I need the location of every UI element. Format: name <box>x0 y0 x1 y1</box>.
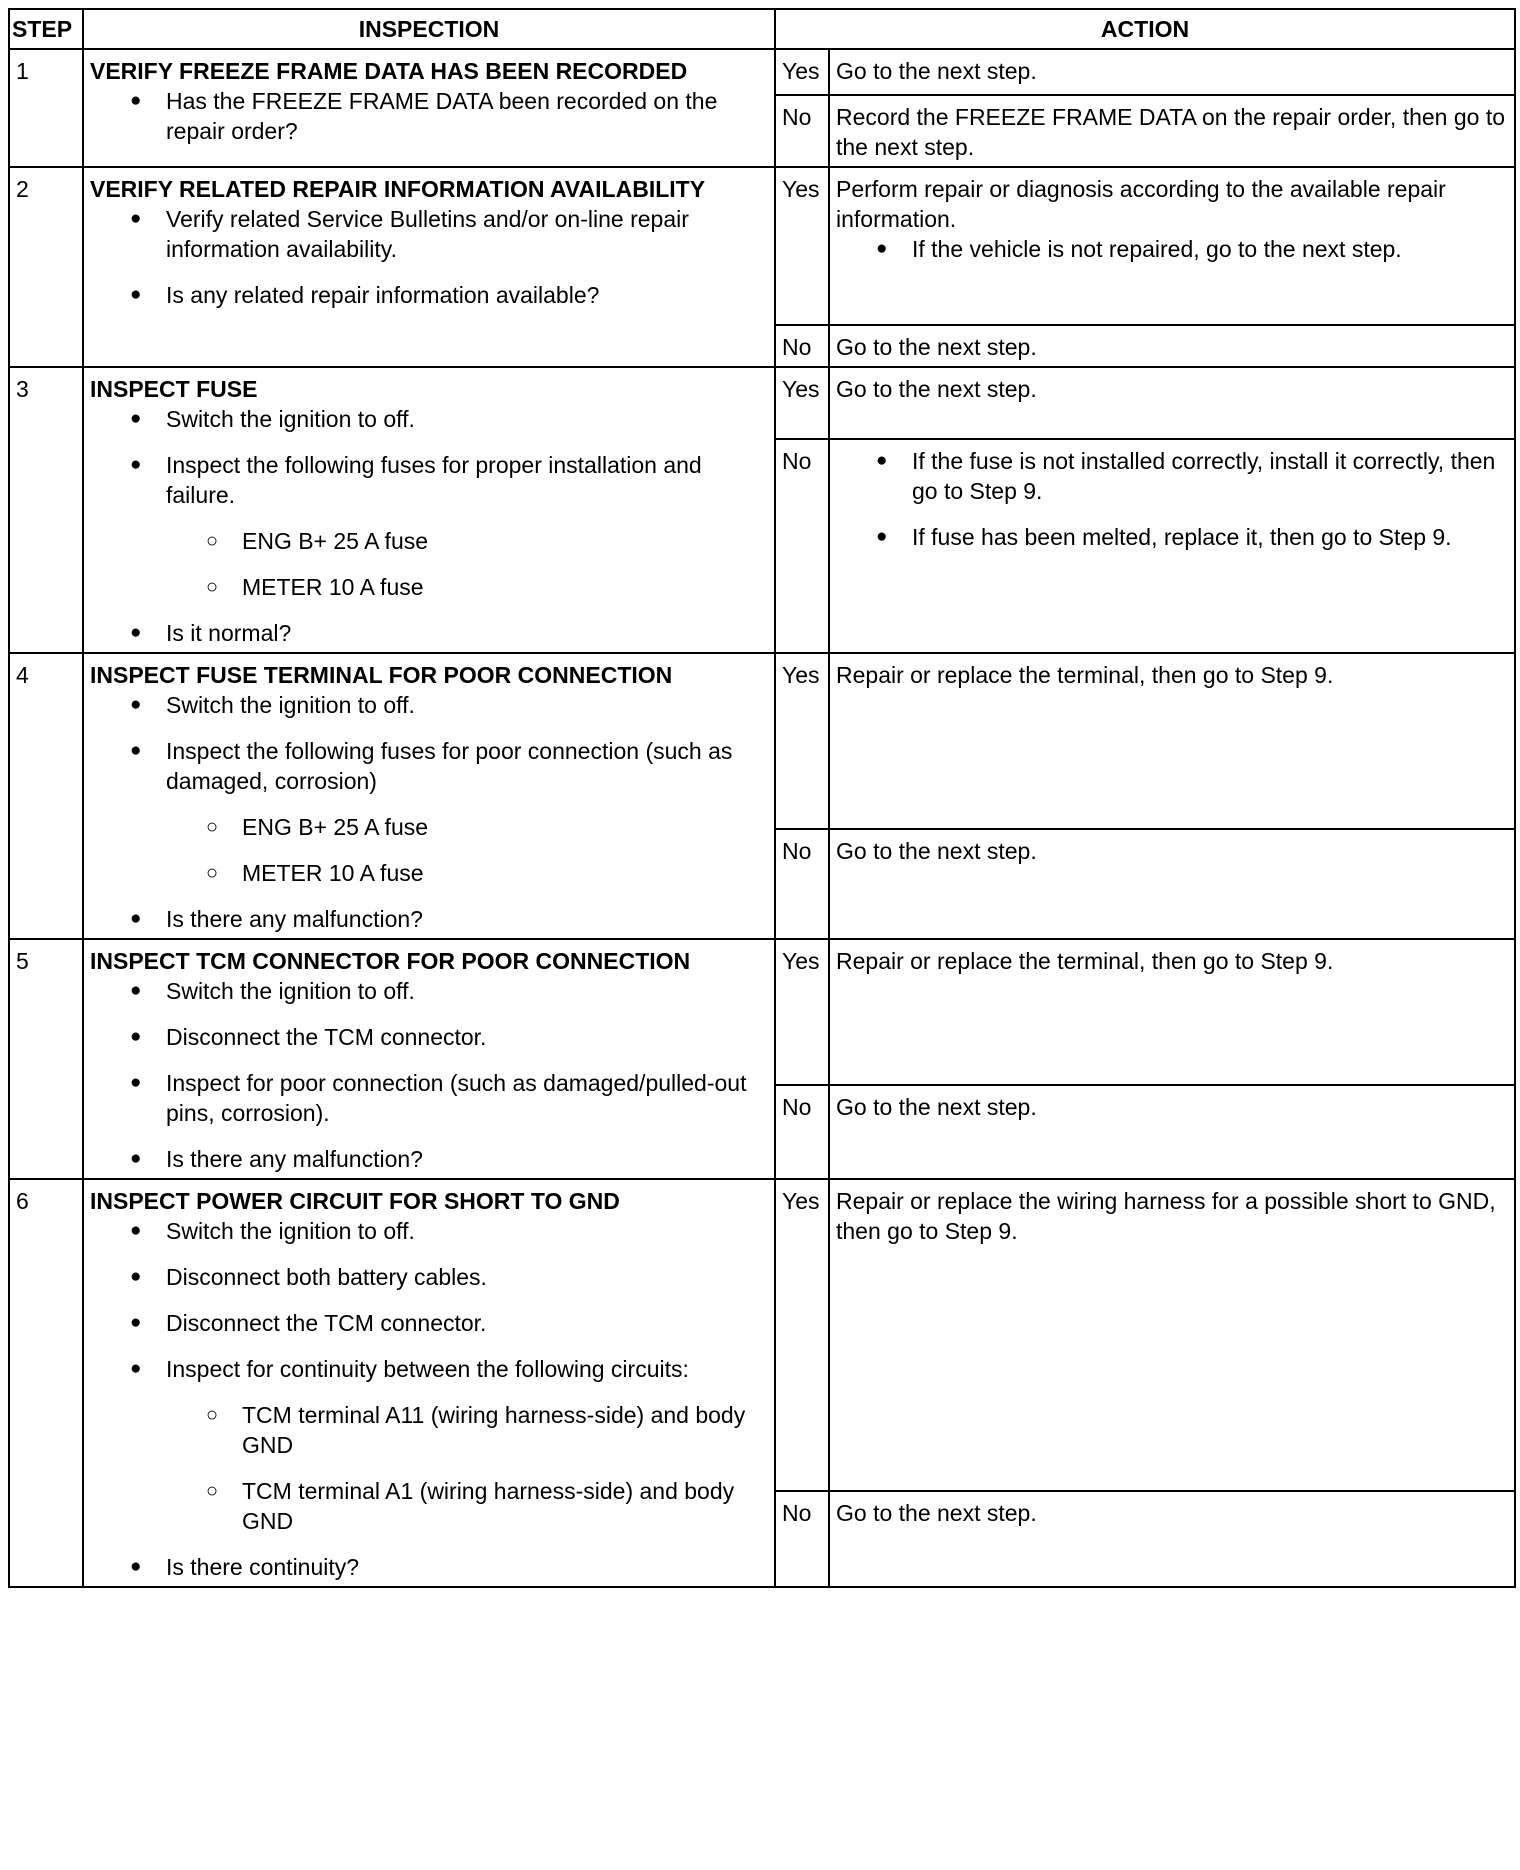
step-3-yes-row <box>9 367 1515 439</box>
step-2-bullet-2: ● Is any related repair information available? <box>90 280 768 310</box>
step-5-no-label: No <box>775 1085 829 1179</box>
inspection-column-header: INSPECTION <box>83 9 775 49</box>
step-5-yes-label: Yes <box>775 939 829 1085</box>
step-6-bullet-4-text: Inspect for continuity between the following circuits: <box>166 1356 689 1382</box>
step-1-inspection <box>83 49 775 167</box>
step-3-subitems <box>166 526 768 602</box>
step-1-bullet-1: ● Has the FREEZE FRAME DATA been recorded on the repair order? <box>90 86 768 146</box>
step-6-no-label: No <box>775 1491 829 1587</box>
step-6-yes-action: Repair or replace the wiring harness for a possible short to GND, then go to Step 9. <box>829 1179 1515 1491</box>
step-4-bullets <box>90 690 768 934</box>
step-column-header: STEP <box>9 9 83 49</box>
step-3-no-action <box>829 439 1515 653</box>
step-5-bullet-2: ● Disconnect the TCM connector. <box>90 1022 768 1052</box>
step-4-bullet-2 <box>90 736 768 888</box>
step-4-title: INSPECT FUSE TERMINAL FOR POOR CONNECTION <box>90 662 673 688</box>
step-4-yes-label: Yes <box>775 653 829 829</box>
step-6-bullet-2: ● Disconnect both battery cables. <box>90 1262 768 1292</box>
step-5-yes-row <box>9 939 1515 1085</box>
header-row <box>9 9 1515 49</box>
step-3-bullet-2-text: Inspect the following fuses for proper installation and failure. <box>166 452 702 508</box>
step-6-number: 6 <box>9 1179 83 1587</box>
step-1-yes-row <box>9 49 1515 95</box>
step-5-bullets <box>90 976 768 1174</box>
step-4-yes-row <box>9 653 1515 829</box>
step-4-number: 4 <box>9 653 83 939</box>
step-2-yes-label: Yes <box>775 167 829 325</box>
step-4-yes-action: Repair or replace the terminal, then go to Step 9. <box>829 653 1515 829</box>
diagnostic-table <box>8 8 1516 1588</box>
step-4-subitems <box>166 812 768 888</box>
step-5-bullet-4: ● Is there any malfunction? <box>90 1144 768 1174</box>
step-1-no-label: No <box>775 95 829 167</box>
step-5-bullet-1: ● Switch the ignition to off. <box>90 976 768 1006</box>
step-3-yes-label: Yes <box>775 367 829 439</box>
step-2-bullet-1: ● Verify related Service Bulletins and/or on-line repair information availability. <box>90 204 768 264</box>
step-4-bullet-2-text: Inspect the following fuses for poor connection (such as damaged, corrosion) <box>166 738 733 794</box>
step-3-no-bullet-2: ● If fuse has been melted, replace it, then go to Step 9. <box>836 522 1508 552</box>
step-4-bullet-3: ● Is there any malfunction? <box>90 904 768 934</box>
step-5-inspection <box>83 939 775 1179</box>
step-6-yes-label: Yes <box>775 1179 829 1491</box>
step-4-inspection <box>83 653 775 939</box>
step-3-bullet-1: ● Switch the ignition to off. <box>90 404 768 434</box>
step-3-number: 3 <box>9 367 83 653</box>
step-3-bullet-2 <box>90 450 768 602</box>
step-2-number: 2 <box>9 167 83 367</box>
step-5-title: INSPECT TCM CONNECTOR FOR POOR CONNECTION <box>90 948 691 974</box>
step-6-subitem-1: ○ TCM terminal A11 (wiring harness-side) and body GND <box>166 1400 768 1460</box>
step-3-inspection <box>83 367 775 653</box>
step-3-subitem-2: ○ METER 10 A fuse <box>166 572 768 602</box>
step-3-no-label: No <box>775 439 829 653</box>
step-1-yes-label: Yes <box>775 49 829 95</box>
step-6-bullet-4 <box>90 1354 768 1536</box>
step-2-yes-bullet-1: ● If the vehicle is not repaired, go to the next step. <box>836 234 1508 264</box>
step-4-subitem-1: ○ ENG B+ 25 A fuse <box>166 812 768 842</box>
step-1-number: 1 <box>9 49 83 167</box>
step-5-number: 5 <box>9 939 83 1179</box>
step-5-yes-action: Repair or replace the terminal, then go to Step 9. <box>829 939 1515 1085</box>
step-1-bullets <box>90 86 768 146</box>
step-5-no-action: Go to the next step. <box>829 1085 1515 1179</box>
step-2-yes-action <box>829 167 1515 325</box>
step-6-subitem-2: ○ TCM terminal A1 (wiring harness-side) and body GND <box>166 1476 768 1536</box>
step-6-subitems <box>166 1400 768 1536</box>
step-2-bullets <box>90 204 768 310</box>
step-2-no-action: Go to the next step. <box>829 325 1515 367</box>
step-3-bullets <box>90 404 768 648</box>
step-2-yes-text: Perform repair or diagnosis according to the available repair information. <box>836 176 1446 232</box>
step-6-bullets <box>90 1216 768 1582</box>
step-3-bullet-3: ● Is it normal? <box>90 618 768 648</box>
step-4-bullet-1: ● Switch the ignition to off. <box>90 690 768 720</box>
step-6-inspection <box>83 1179 775 1587</box>
step-4-no-action: Go to the next step. <box>829 829 1515 939</box>
step-2-yes-bullets <box>836 234 1508 264</box>
step-1-yes-action: Go to the next step. <box>829 49 1515 95</box>
step-6-bullet-3: ● Disconnect the TCM connector. <box>90 1308 768 1338</box>
step-6-bullet-5: ● Is there continuity? <box>90 1552 768 1582</box>
step-6-no-action: Go to the next step. <box>829 1491 1515 1587</box>
step-3-yes-action: Go to the next step. <box>829 367 1515 439</box>
step-3-no-bullets <box>836 446 1508 552</box>
action-column-header: ACTION <box>775 9 1515 49</box>
step-2-no-label: No <box>775 325 829 367</box>
step-6-yes-row <box>9 1179 1515 1491</box>
step-1-no-action: Record the FREEZE FRAME DATA on the repair order, then go to the next step. <box>829 95 1515 167</box>
step-3-no-bullet-1: ● If the fuse is not installed correctly, install it correctly, then go to Step 9. <box>836 446 1508 506</box>
step-1-title: VERIFY FREEZE FRAME DATA HAS BEEN RECORDED <box>90 58 688 84</box>
step-2-yes-row <box>9 167 1515 325</box>
step-2-inspection <box>83 167 775 367</box>
step-4-subitem-2: ○ METER 10 A fuse <box>166 858 768 888</box>
step-3-title: INSPECT FUSE <box>90 376 258 402</box>
step-3-subitem-1: ○ ENG B+ 25 A fuse <box>166 526 768 556</box>
step-2-title: VERIFY RELATED REPAIR INFORMATION AVAILABILITY <box>90 176 706 202</box>
step-4-no-label: No <box>775 829 829 939</box>
step-6-title: INSPECT POWER CIRCUIT FOR SHORT TO GND <box>90 1188 620 1214</box>
step-5-bullet-3: ● Inspect for poor connection (such as damaged/pulled-out pins, corrosion). <box>90 1068 768 1128</box>
step-6-bullet-1: ● Switch the ignition to off. <box>90 1216 768 1246</box>
